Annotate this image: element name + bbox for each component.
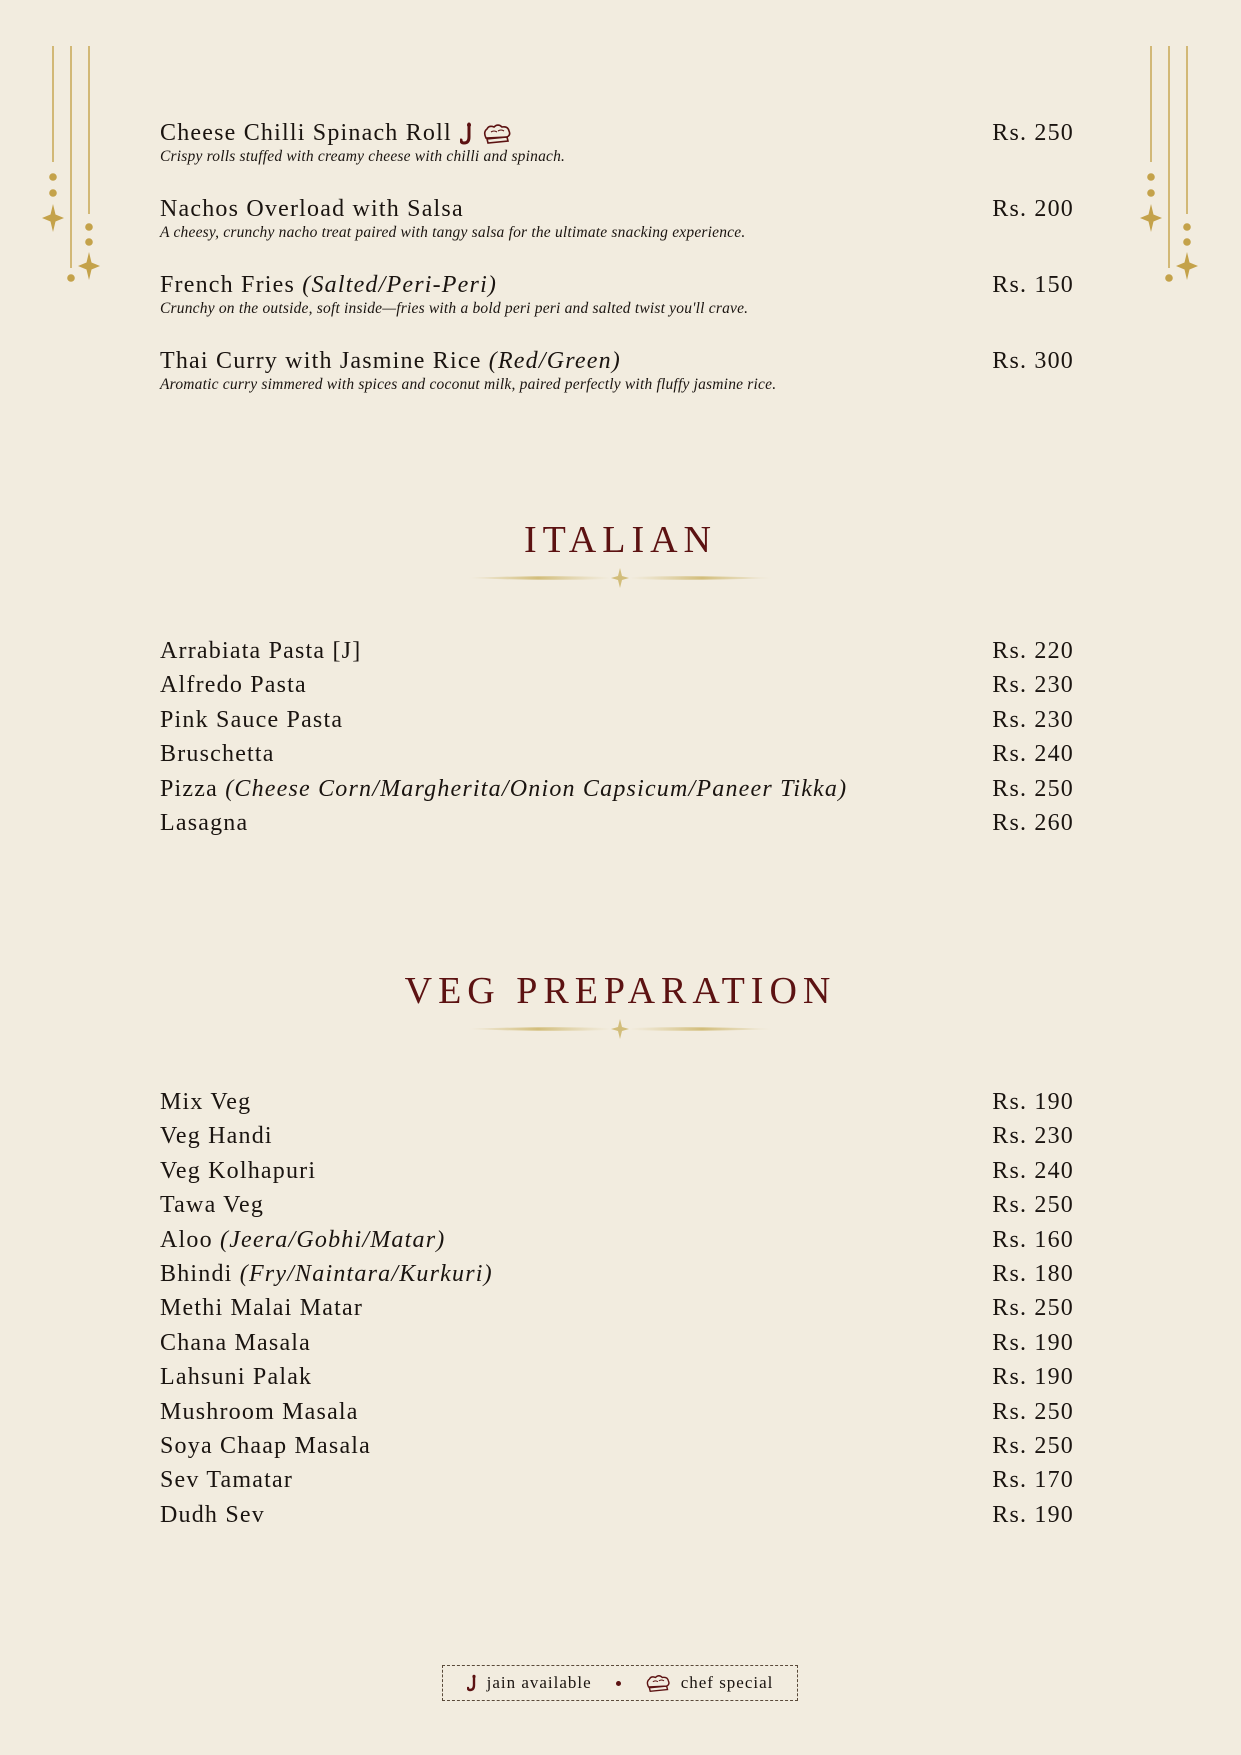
menu-item-name: Tawa Veg: [160, 1192, 265, 1219]
dish-name-text: Cheese Chilli Spinach Roll: [160, 120, 452, 146]
legend-jain-label: jain available: [486, 1673, 592, 1692]
menu-item: [160, 672, 1074, 706]
dish-description: A cheesy, crunchy nacho treat paired with tangy salsa for the ultimate snacking experience.: [160, 224, 746, 241]
menu-legend: [442, 1665, 798, 1701]
menu-item-price: Rs. 230: [992, 706, 1074, 733]
menu-item-name: Bruschetta: [160, 741, 275, 768]
menu-item-price: Rs. 170: [992, 1467, 1074, 1494]
dish-description: Aromatic curry simmered with spices and coconut milk, paired perfectly with fluffy jasmine rice.: [160, 376, 777, 393]
menu-item-name: Methi Malai Matar: [160, 1295, 364, 1322]
dish-name-text: French Fries: [160, 272, 296, 298]
sparkle-ornament-right: [1140, 46, 1200, 286]
menu-item-price: Rs. 250: [992, 1432, 1074, 1459]
menu-item: [160, 1089, 1074, 1123]
dish-name: [160, 196, 464, 223]
dish-name-text: Nachos Overload with Salsa: [160, 196, 464, 222]
menu-item-price: Rs. 160: [992, 1226, 1074, 1253]
chef-hat-icon: [482, 123, 512, 145]
menu-item-variant: (Jeera/Gobhi/Matar): [220, 1226, 446, 1253]
menu-item-name: Mushroom Masala: [160, 1398, 359, 1425]
sparkle-ornament-left: [42, 46, 102, 286]
menu-item: [160, 707, 1074, 741]
dish-name: [160, 120, 512, 147]
jain-icon: [460, 122, 474, 146]
menu-item-price: Rs. 250: [992, 1398, 1074, 1425]
menu-item-price: Rs. 250: [992, 775, 1074, 802]
menu-item-name: Lasagna: [160, 809, 249, 836]
menu-item: [160, 1364, 1074, 1398]
dish-name: [160, 348, 621, 375]
menu-item-variant: (Fry/Naintara/Kurkuri): [239, 1260, 493, 1287]
menu-item: [160, 1261, 1074, 1295]
menu-item: [160, 1399, 1074, 1433]
menu-item-price: Rs. 240: [992, 741, 1074, 768]
menu-item-name: Alfredo Pasta: [160, 672, 307, 699]
jain-icon: [467, 1674, 477, 1692]
menu-item: [160, 1295, 1074, 1329]
menu-item-price: Rs. 190: [992, 1089, 1074, 1115]
menu-item-name: Chana Masala: [160, 1329, 312, 1356]
menu-item: [160, 741, 1074, 775]
legend-separator-dot: [616, 1681, 621, 1686]
menu-item-name: Pink Sauce Pasta: [160, 706, 344, 733]
dish-name-text: Thai Curry with Jasmine Rice: [160, 348, 482, 374]
menu-item: [160, 1502, 1074, 1536]
menu-item: [160, 1433, 1074, 1467]
menu-item-name: Aloo: [160, 1226, 213, 1253]
dish-item: [160, 120, 1074, 166]
dish-price: Rs. 300: [992, 348, 1074, 374]
menu-item-name: Dudh Sev: [160, 1501, 265, 1528]
dish-variant: (Red/Green): [488, 348, 622, 374]
chef-hat-icon: [645, 1674, 671, 1693]
menu-item-price: Rs. 220: [992, 638, 1074, 664]
dish-price: Rs. 150: [992, 272, 1074, 298]
menu-item-price: Rs. 190: [992, 1364, 1074, 1391]
menu-item: [160, 810, 1074, 844]
legend-chef-label: chef special: [680, 1673, 774, 1692]
section-title-italian: ITALIAN: [523, 519, 718, 561]
menu-item-name: Veg Handi: [160, 1123, 273, 1150]
menu-item-name: Lahsuni Palak: [160, 1364, 313, 1391]
italian-menu-list: [160, 638, 1074, 844]
menu-item-name: Soya Chaap Masala: [160, 1432, 372, 1459]
menu-item-price: Rs. 250: [992, 1295, 1074, 1322]
menu-item: [160, 1192, 1074, 1226]
menu-item-price: Rs. 240: [992, 1157, 1074, 1184]
menu-item-name: Arrabiata Pasta [J]: [160, 638, 362, 664]
menu-item: [160, 1123, 1074, 1157]
section-title-veg-preparation: VEG PREPARATION: [404, 970, 837, 1012]
menu-item-price: Rs. 230: [992, 1123, 1074, 1150]
menu-item-price: Rs. 250: [992, 1192, 1074, 1219]
veg-menu-list: [160, 1089, 1074, 1536]
menu-item-price: Rs. 260: [992, 809, 1074, 836]
dish-item: [160, 196, 1074, 242]
menu-item-name: Mix Veg: [160, 1089, 252, 1115]
gold-divider: [466, 566, 774, 590]
dish-name: [160, 272, 497, 299]
menu-item-name: Bhindi: [160, 1260, 233, 1287]
menu-item-price: Rs. 230: [992, 672, 1074, 699]
menu-item-price: Rs. 180: [992, 1260, 1074, 1287]
menu-item: [160, 1467, 1074, 1501]
menu-item-price: Rs. 190: [992, 1329, 1074, 1356]
menu-item-price: Rs. 190: [992, 1501, 1074, 1528]
gold-divider: [466, 1017, 774, 1041]
menu-item-variant: (Cheese Corn/Margherita/Onion Capsicum/Paneer Tikka): [225, 775, 848, 802]
menu-item: [160, 1330, 1074, 1364]
menu-item: [160, 638, 1074, 672]
menu-item: [160, 1158, 1074, 1192]
dish-variant: (Salted/Peri-Peri): [302, 272, 498, 298]
menu-item-name: Pizza: [160, 775, 218, 802]
dish-price: Rs. 200: [992, 196, 1074, 222]
menu-item: [160, 776, 1074, 810]
menu-item-name: Sev Tamatar: [160, 1467, 294, 1494]
dish-description: Crispy rolls stuffed with creamy cheese with chilli and spinach.: [160, 148, 566, 165]
dish-price: Rs. 250: [992, 120, 1074, 146]
menu-item-name: Veg Kolhapuri: [160, 1157, 317, 1184]
dish-item: [160, 348, 1074, 394]
menu-item: [160, 1227, 1074, 1261]
dish-item: [160, 272, 1074, 318]
dish-description: Crunchy on the outside, soft inside—fries with a bold peri peri and salted twist you'll crave.: [160, 300, 749, 317]
